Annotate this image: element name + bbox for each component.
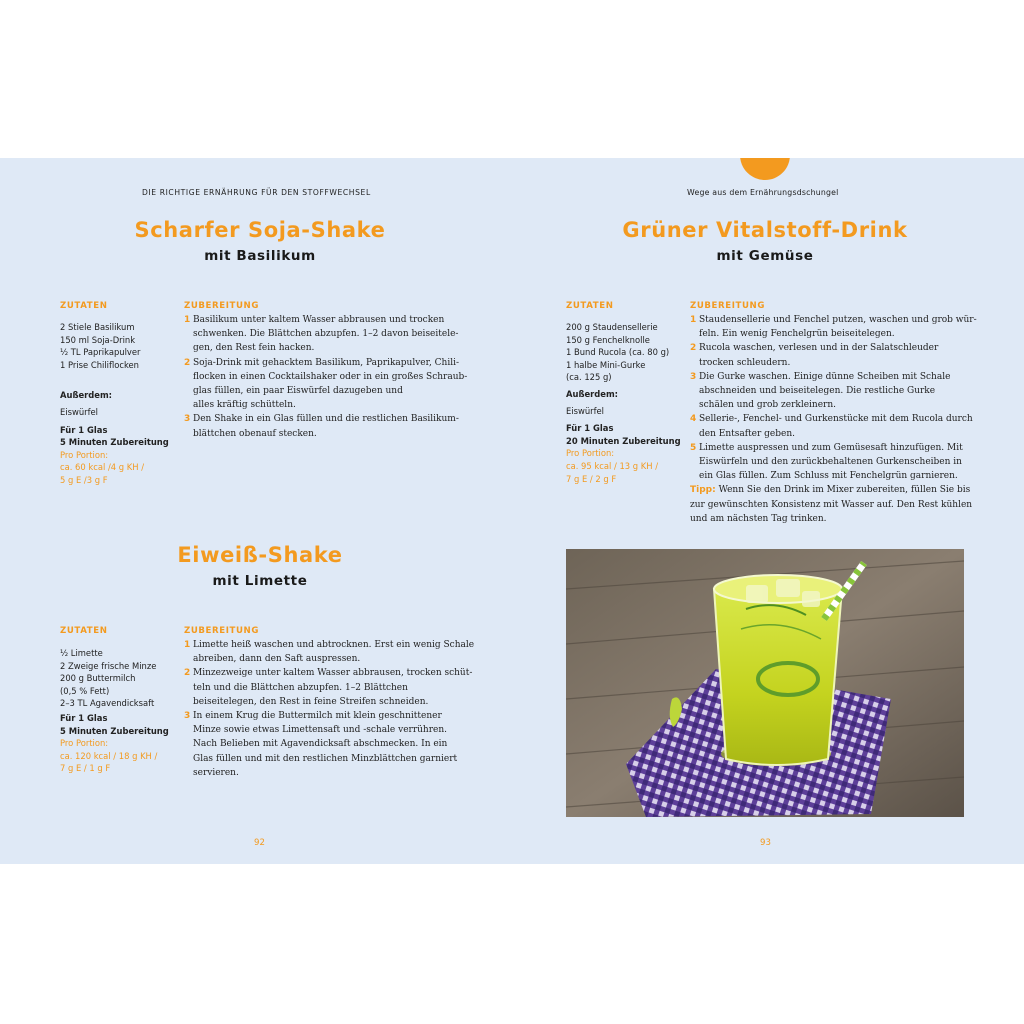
step — [184, 356, 467, 413]
ingredient-item: (0,5 % Fett) — [60, 685, 110, 696]
prep-time: 20 Minuten Zubereitung — [566, 435, 681, 446]
ingredient-item: 200 g Buttermilch — [60, 673, 136, 684]
step-number: 4 — [690, 414, 697, 425]
preparation-label: ZUBEREITUNG — [690, 301, 766, 311]
step-text: blättchen obenauf stecken. — [193, 428, 317, 439]
yield: Für 1 Glas — [60, 712, 108, 723]
step-text: ein Glas füllen. Zum Schluss mit Fenchelgrün garnieren. — [699, 471, 958, 482]
step — [184, 412, 467, 440]
page-number-left: 92 — [254, 838, 265, 848]
step-text: Eiswürfeln und den zurückbehaltenen Gurkenscheiben in — [699, 457, 962, 468]
step — [690, 412, 977, 440]
step-text: flocken in einen Cocktailshaker oder in ein großes Schraub- — [193, 371, 468, 382]
step — [184, 709, 474, 780]
step-text: Die Gurke waschen. Einige dünne Scheiben mit Schale — [699, 371, 951, 382]
step-text: Rucola waschen, verlesen und in der Salatschleuder — [699, 343, 939, 354]
tip-text: Wenn Sie den Drink im Mixer zubereiten, füllen Sie bis — [715, 485, 971, 496]
step-number: 1 — [690, 315, 697, 325]
yield: Für 1 Glas — [566, 423, 614, 434]
step-text: Nach Belieben mit Agavendicksaft abschmecken. In ein — [193, 739, 448, 750]
step-text: Minzezweige unter kaltem Wasser abbrausen, trocken schüt- — [193, 668, 473, 679]
step-text: alles kräftig schütteln. — [193, 400, 296, 411]
preparation-steps — [184, 638, 474, 780]
ingredient-item: 150 g Fenchelknolle — [566, 334, 650, 345]
ingredients-label: ZUTATEN — [60, 301, 108, 311]
step-text: schwenken. Die Blättchen abzupfen. 1–2 davon beiseitele- — [193, 329, 459, 340]
tip-label: Tipp: — [690, 485, 716, 496]
page-number-right: 93 — [760, 838, 771, 848]
running-head-right: Wege aus dem Ernährungsdschungel — [687, 188, 839, 197]
recipe-subtitle-eiweiss-shake: mit Limette — [212, 573, 308, 589]
ingredient-item: (ca. 125 g) — [566, 372, 612, 383]
extra-item: Eiswürfel — [566, 405, 605, 416]
step-text: abreiben, dann den Saft auspressen. — [193, 654, 361, 665]
portion-nutrition: ca. 95 kcal / 13 g KH / — [566, 460, 659, 471]
ingredient-item: 2–3 TL Agavendicksaft — [60, 698, 155, 709]
ingredient-item: 200 g Staudensellerie — [566, 322, 658, 332]
preparation-label: ZUBEREITUNG — [184, 626, 260, 636]
step-number: 2 — [690, 343, 697, 354]
step — [690, 313, 977, 341]
step-number: 3 — [184, 711, 191, 722]
step-text: schälen und grob zerkleinern. — [699, 400, 836, 411]
tip-text: zur gewünschten Konsistenz mit Wasser auf. Den Rest kühlen — [690, 499, 973, 510]
step-text: Minze sowie etwas Limettensaft und -schale verrühren. — [193, 725, 448, 736]
recipe-subtitle-vitalstoff-drink: mit Gemüse — [716, 248, 814, 264]
step — [184, 638, 474, 666]
extra-label: Außerdem: — [566, 388, 619, 399]
step-number: 2 — [184, 357, 191, 368]
recipe-title-soja-shake: Scharfer Soja-Shake — [134, 218, 386, 242]
ingredients-label: ZUTATEN — [566, 301, 614, 311]
step — [690, 441, 977, 484]
step-text: Limette heiß waschen und abtrocknen. Erst ein wenig Schale — [193, 640, 475, 650]
book-spread — [0, 158, 1024, 864]
portion-nutrition: 7 g E / 1 g F — [60, 763, 111, 774]
ingredients-list — [566, 321, 681, 485]
ingredient-item: 1 Bund Rucola (ca. 80 g) — [566, 347, 670, 358]
ingredient-item: 1 Prise Chiliflocken — [60, 359, 139, 370]
recipe-subtitle-soja-shake: mit Basilikum — [204, 248, 316, 264]
step-text: abschneiden und beiseitelegen. Die restliche Gurke — [699, 386, 936, 397]
portion-label: Pro Portion: — [566, 448, 615, 459]
orange-circle-decoration — [740, 158, 790, 180]
ingredient-item: 2 Stiele Basilikum — [60, 322, 135, 332]
ingredients-label: ZUTATEN — [60, 626, 108, 636]
step-text: trocken schleudern. — [699, 357, 791, 368]
preparation-label: ZUBEREITUNG — [184, 301, 260, 311]
extra-item: Eiswürfel — [60, 406, 99, 417]
green-drink-photo-illustration — [566, 549, 964, 817]
step-number: 3 — [184, 414, 191, 425]
ingredient-item: ½ TL Paprikapulver — [60, 347, 141, 358]
portion-label: Pro Portion: — [60, 449, 109, 460]
ingredient-item: 150 ml Soja-Drink — [60, 334, 136, 345]
step-text: feln. Ein wenig Fenchelgrün beiseitelegen. — [699, 329, 895, 340]
recipe-title-vitalstoff-drink: Grüner Vitalstoff-Drink — [622, 218, 908, 242]
ingredient-item: 2 Zweige frische Minze — [60, 660, 157, 671]
step-text: glas füllen, ein paar Eiswürfel dazugeben und — [193, 386, 403, 397]
prep-time: 5 Minuten Zubereitung — [60, 437, 169, 448]
tip-text: und am nächsten Tag trinken. — [690, 513, 827, 524]
portion-label: Pro Portion: — [60, 738, 109, 749]
step-text: teln und die Blättchen abzupfen. 1–2 Blättchen — [193, 682, 408, 693]
step-text: Den Shake in ein Glas füllen und die restlichen Basilikum- — [193, 414, 459, 425]
step — [690, 341, 977, 369]
recipe-title-eiweiss-shake: Eiweiß-Shake — [177, 543, 343, 567]
portion-nutrition: 7 g E / 2 g F — [566, 473, 617, 484]
step-text: servieren. — [193, 767, 239, 778]
step-number: 1 — [184, 315, 191, 325]
step-text: Basilikum unter kaltem Wasser abbrausen und trocken — [193, 315, 445, 325]
yield: Für 1 Glas — [60, 424, 108, 435]
tip — [690, 483, 977, 526]
step-text: beiseitelegen, den Rest in feine Streifen schneiden. — [193, 696, 429, 707]
step-text: In einem Krug die Buttermilch mit klein geschnittener — [193, 711, 442, 722]
tip-first-line — [690, 483, 977, 497]
prep-time: 5 Minuten Zubereitung — [60, 725, 169, 736]
step-text: den Entsafter geben. — [699, 428, 795, 439]
step-text: Sellerie-, Fenchel- und Gurkenstücke mit dem Rucola durch — [699, 414, 973, 425]
step-number: 5 — [690, 442, 697, 453]
portion-nutrition: ca. 60 kcal /4 g KH / — [60, 462, 145, 473]
portion-nutrition: 5 g E /3 g F — [60, 474, 108, 485]
portion-nutrition: ca. 120 kcal / 18 g KH / — [60, 750, 158, 761]
preparation-steps — [690, 313, 977, 526]
step-text: Soja-Drink mit gehacktem Basilikum, Paprikapulver, Chili- — [193, 357, 460, 368]
running-head-left: DIE RICHTIGE ERNÄHRUNG FÜR DEN STOFFWECHSEL — [142, 188, 371, 197]
ingredients-list — [60, 321, 169, 487]
preparation-steps — [184, 313, 467, 441]
drink-photo — [566, 549, 964, 817]
extra-label: Außerdem: — [60, 390, 113, 401]
step — [690, 370, 977, 413]
step-text: gen, den Rest fein hacken. — [193, 343, 315, 354]
step-number: 3 — [690, 371, 697, 382]
step-text: Limette auspressen und zum Gemüsesaft hinzufügen. Mit — [699, 442, 963, 453]
ingredients-list — [60, 647, 169, 775]
step-number: 1 — [184, 640, 191, 650]
step — [184, 666, 474, 709]
ingredient-item: ½ Limette — [60, 648, 103, 658]
step — [184, 313, 467, 356]
ingredient-item: 1 halbe Mini-Gurke — [566, 359, 646, 370]
step-text: Staudensellerie und Fenchel putzen, waschen und grob wür- — [699, 315, 977, 325]
step-number: 2 — [184, 668, 191, 679]
step-text: Glas füllen und mit den restlichen Minzblättchen garniert — [193, 753, 458, 764]
